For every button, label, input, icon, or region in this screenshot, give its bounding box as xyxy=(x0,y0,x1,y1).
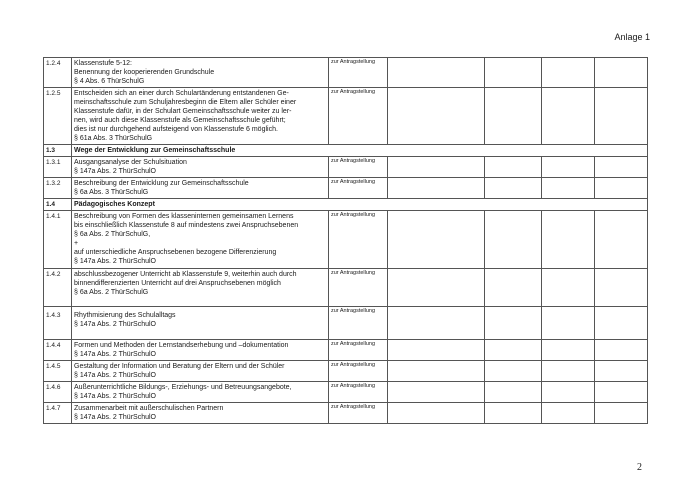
description-line: Beschreibung der Entwicklung zur Gemeinschaftsschule xyxy=(74,180,249,187)
row-description xyxy=(72,157,329,178)
empty-cell xyxy=(485,157,542,178)
description-line: § 4 Abs. 6 ThürSchulG xyxy=(74,78,145,85)
description-line: Klassenstufe 5-12: xyxy=(74,60,132,67)
empty-cell xyxy=(388,211,485,269)
empty-cell xyxy=(388,157,485,178)
description-line: § 6a Abs. 2 ThürSchulG, xyxy=(74,231,151,238)
empty-cell xyxy=(485,361,542,382)
application-note: zur Antragstellung xyxy=(329,382,388,403)
description-line: § 147a Abs. 2 ThürSchulO xyxy=(74,351,156,358)
table-row xyxy=(44,403,648,424)
description-line: Rhythmisierung des Schulalltags xyxy=(74,312,176,319)
table-row xyxy=(44,361,648,382)
empty-cell xyxy=(542,157,595,178)
row-number: 1.4.4 xyxy=(44,340,72,361)
table-row xyxy=(44,58,648,88)
empty-cell xyxy=(388,340,485,361)
application-note: zur Antragstellung xyxy=(329,211,388,269)
section-heading-row xyxy=(44,145,648,157)
description-line: nen, wird auch diese Klassenstufe als Gemeinschaftsschule geführt; xyxy=(74,117,286,124)
empty-cell xyxy=(542,382,595,403)
empty-cell xyxy=(595,211,648,269)
description-line: abschlussbezogener Unterricht ab Klassenstufe 9, weiterhin auch durch xyxy=(74,271,297,278)
empty-cell xyxy=(542,403,595,424)
description-line: meinschaftsschule zum Schuljahresbeginn die Eltern aller Schüler einer xyxy=(74,99,297,106)
empty-cell xyxy=(595,58,648,88)
application-note: zur Antragstellung xyxy=(329,269,388,307)
row-description xyxy=(72,178,329,199)
row-description xyxy=(72,307,329,340)
empty-cell xyxy=(595,88,648,145)
empty-cell xyxy=(542,340,595,361)
row-number: 1.4 xyxy=(44,199,72,211)
description-line: + xyxy=(74,240,79,247)
description-line: Formen und Methoden der Lernstandserhebung und –dokumentation xyxy=(74,342,289,349)
empty-cell xyxy=(388,269,485,307)
row-number: 1.3 xyxy=(44,145,72,157)
empty-cell xyxy=(388,178,485,199)
table-row xyxy=(44,382,648,403)
empty-cell xyxy=(485,88,542,145)
empty-cell xyxy=(485,307,542,340)
table-row xyxy=(44,178,648,199)
empty-cell xyxy=(542,178,595,199)
table-row xyxy=(44,340,648,361)
description-line: § 6a Abs. 3 ThürSchulG xyxy=(74,189,149,196)
annex-label: Anlage 1 xyxy=(614,32,650,42)
empty-cell xyxy=(485,269,542,307)
description-line: auf unterschiedliche Anspruchsebenen bezogene Differenzierung xyxy=(74,249,277,256)
row-description xyxy=(72,145,648,157)
table-row xyxy=(44,88,648,145)
empty-cell xyxy=(388,58,485,88)
empty-cell xyxy=(388,382,485,403)
empty-cell xyxy=(542,88,595,145)
empty-cell xyxy=(595,157,648,178)
table-row xyxy=(44,157,648,178)
empty-cell xyxy=(388,403,485,424)
description-line: Pädagogisches Konzept xyxy=(74,201,155,208)
application-note: zur Antragstellung xyxy=(329,157,388,178)
empty-cell xyxy=(388,88,485,145)
row-number: 1.4.6 xyxy=(44,382,72,403)
table-row xyxy=(44,211,648,269)
description-line: § 147a Abs. 2 ThürSchulO xyxy=(74,321,156,328)
application-note: zur Antragstellung xyxy=(329,340,388,361)
row-description xyxy=(72,382,329,403)
empty-cell xyxy=(485,382,542,403)
row-description xyxy=(72,340,329,361)
description-line: § 147a Abs. 2 ThürSchulO xyxy=(74,414,156,421)
row-number: 1.3.2 xyxy=(44,178,72,199)
empty-cell xyxy=(485,403,542,424)
empty-cell xyxy=(542,269,595,307)
application-note: zur Antragstellung xyxy=(329,307,388,340)
empty-cell xyxy=(595,340,648,361)
row-description xyxy=(72,88,329,145)
description-line: § 147a Abs. 2 ThürSchulO xyxy=(74,393,156,400)
description-line: § 6a Abs. 2 ThürSchulG xyxy=(74,289,149,296)
description-line: bis einschließlich Klassenstufe 8 auf mindestens zwei Anspruchsebenen xyxy=(74,222,299,229)
empty-cell xyxy=(595,361,648,382)
empty-cell xyxy=(485,340,542,361)
description-line: § 147a Abs. 2 ThürSchulO xyxy=(74,258,156,265)
table-row xyxy=(44,269,648,307)
table-row xyxy=(44,307,648,340)
row-description xyxy=(72,211,329,269)
empty-cell xyxy=(595,382,648,403)
row-description xyxy=(72,361,329,382)
description-line: Klassenstufe dafür, in der Schulart Gemeinschaftsschule weiter zu ler- xyxy=(74,108,292,115)
description-line: Beschreibung von Formen des klasseninternen gemeinsamen Lernens xyxy=(74,213,294,220)
empty-cell xyxy=(485,211,542,269)
application-note: zur Antragstellung xyxy=(329,403,388,424)
row-description xyxy=(72,58,329,88)
application-criteria-table xyxy=(43,57,648,424)
row-number: 1.4.7 xyxy=(44,403,72,424)
empty-cell xyxy=(388,361,485,382)
empty-cell xyxy=(485,58,542,88)
application-note: zur Antragstellung xyxy=(329,361,388,382)
row-number: 1.4.1 xyxy=(44,211,72,269)
row-description xyxy=(72,199,648,211)
description-line: Wege der Entwicklung zur Gemeinschaftsschule xyxy=(74,147,236,154)
description-line: Gestaltung der Information und Beratung der Eltern und der Schüler xyxy=(74,363,285,370)
application-note: zur Antragstellung xyxy=(329,88,388,145)
description-line: § 147a Abs. 2 ThürSchulO xyxy=(74,372,156,379)
empty-cell xyxy=(595,403,648,424)
empty-cell xyxy=(595,178,648,199)
empty-cell xyxy=(388,307,485,340)
description-line: Benennung der kooperierenden Grundschule xyxy=(74,69,215,76)
empty-cell xyxy=(485,178,542,199)
row-number: 1.3.1 xyxy=(44,157,72,178)
row-number: 1.4.2 xyxy=(44,269,72,307)
empty-cell xyxy=(542,361,595,382)
description-line: dies ist nur durchgehend aufsteigend von Klassenstufe 6 möglich. xyxy=(74,126,278,133)
description-line: binnendifferenzierten Unterricht auf drei Anspruchsebenen möglich xyxy=(74,280,281,287)
description-line: § 61a Abs. 3 ThürSchulG xyxy=(74,135,153,142)
description-line: § 147a Abs. 2 ThürSchulO xyxy=(74,168,156,175)
description-line: Außerunterrichtliche Bildungs-, Erziehungs- und Betreuungsangebote, xyxy=(74,384,292,391)
empty-cell xyxy=(542,307,595,340)
empty-cell xyxy=(542,58,595,88)
description-line: Zusammenarbeit mit außerschulischen Partnern xyxy=(74,405,224,412)
row-description xyxy=(72,403,329,424)
application-note: zur Antragstellung xyxy=(329,178,388,199)
row-number: 1.2.5 xyxy=(44,88,72,145)
page-number: 2 xyxy=(637,462,642,473)
row-number: 1.4.5 xyxy=(44,361,72,382)
application-note: zur Antragstellung xyxy=(329,58,388,88)
row-description xyxy=(72,269,329,307)
description-line: Entscheiden sich an einer durch Schulartänderung entstandenen Ge- xyxy=(74,90,289,97)
description-line: Ausgangsanalyse der Schulsituation xyxy=(74,159,187,166)
empty-cell xyxy=(542,211,595,269)
row-number: 1.2.4 xyxy=(44,58,72,88)
empty-cell xyxy=(595,269,648,307)
section-heading-row xyxy=(44,199,648,211)
row-number: 1.4.3 xyxy=(44,307,72,340)
empty-cell xyxy=(595,307,648,340)
